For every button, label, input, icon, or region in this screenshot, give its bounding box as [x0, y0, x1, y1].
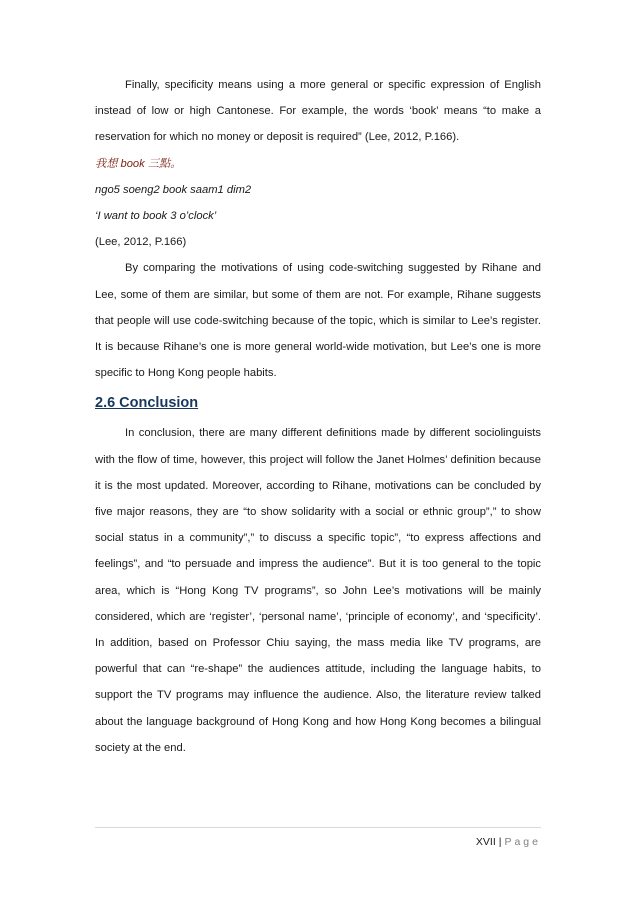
paragraph-comparison: By comparing the motivations of using code-switching suggested by Rihane and Lee, some of them are similar, but some of them are not. For example, Rihane suggests that people will use code-switching because of the topic, which is similar to Lee’s register. It is because Rihane’s one is more general world-wide motivation, but Lee’s one is more specific to Hong Kong people habits. [95, 262, 541, 380]
page-content [95, 72, 541, 761]
page-footer [95, 827, 541, 848]
page-number [476, 836, 541, 848]
page-number-separator: | [498, 836, 502, 848]
page-label: Page [504, 836, 541, 848]
example-romanization: ngo5 soeng2 book saam1 dim2 [95, 183, 252, 196]
section-heading: 2.6 Conclusion [95, 395, 199, 412]
example-translation: ‘I want to book 3 o’clock’ [95, 210, 217, 223]
example-chinese-sentence: 我想 book 三點。 [95, 157, 182, 170]
example-citation: (Lee, 2012, P.166) [95, 236, 187, 249]
page-number-value: XVII [475, 836, 496, 848]
paragraph-conclusion: In conclusion, there are many different definitions made by different sociolinguists with the flow of time, however, this project will follow the Janet Holmes’ definition because it is the most updated. Moreover, according to Rihane, motivations can be concluded by five major reasons, they are “to show solidarity with a social or ethnic group”,” to show social status in a community”,” to discuss a specific topic”, “to express affections and feelings”, and “to persuade and impress the audience”. But it is too general to the topic area, which is “Hong Kong TV programs”, so John Lee’s motivations will be mainly considered, which are ‘register’, ‘personal name’, ‘principle of economy’, and ‘specificity’. In addition, based on Professor Chiu saying, the mass media like TV programs, are powerful that can “re-shape” the audiences attitude, including the language habits, to support the TV programs may influence the audience. Also, the literature review talked about the language background of Hong Kong and how Hong Kong becomes a bilingual society at the end. [95, 427, 541, 754]
paragraph-specificity: Finally, specificity means using a more general or specific expression of English instead of low or high Cantonese. For example, the words ‘book’ means “to make a reservation for which no money or deposit is required” (Lee, 2012, P.166). [95, 79, 541, 144]
